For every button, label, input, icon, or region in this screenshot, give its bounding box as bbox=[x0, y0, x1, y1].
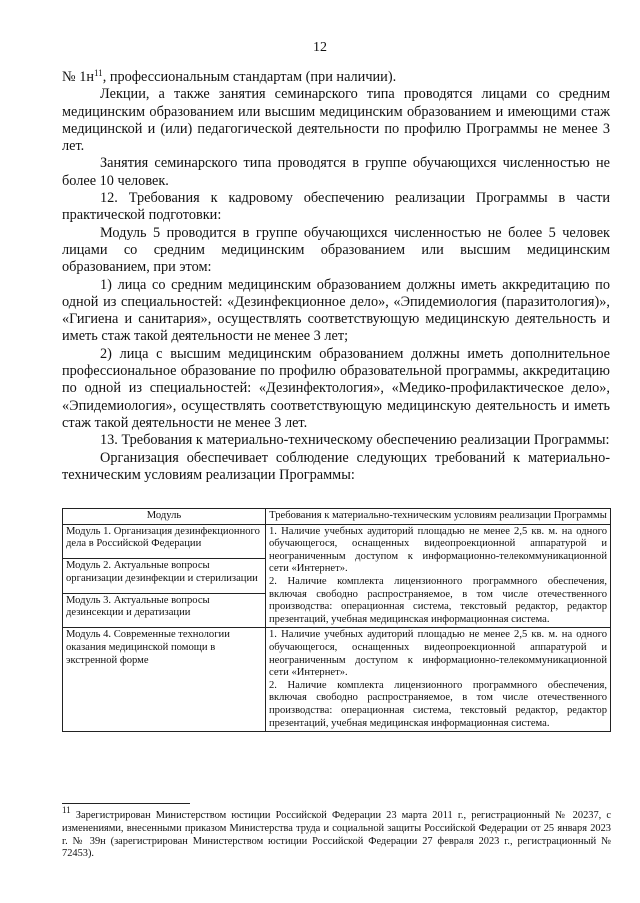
footnote-reference: 11 bbox=[94, 68, 103, 78]
requirements-cell bbox=[266, 628, 611, 732]
module-cell: Модуль 4. Современные технологии оказания медицинской помощи в экстренной форме bbox=[63, 628, 266, 732]
footnote bbox=[62, 805, 611, 861]
document-body bbox=[62, 69, 610, 484]
requirements-cell bbox=[266, 524, 611, 628]
requirement-item: 1. Наличие учебных аудиторий площадью не менее 2,5 кв. м. на одного обучающегося, оснащенных видеопроекционной аппаратурой и неограниченным доступом к информационно-телекоммуникационной сети «Интернет». bbox=[269, 525, 607, 575]
continuation-suffix: , профессиональным стандартам (при наличии). bbox=[102, 69, 397, 85]
footnote-mark: 11 bbox=[62, 805, 71, 815]
requirement-item: 2. Наличие комплекта лицензионного программного обеспечения, включая свободно распространяемое, в том числе отечественного производства: операционная система, текстовый редактор, редактор презентаций, учебная медицинская информационная система. bbox=[269, 575, 607, 625]
page-number: 12 bbox=[313, 40, 327, 55]
paragraph-item-1: 1) лица со средним медицинским образованием должны иметь аккредитацию по одной из специальностей: «Дезинфекционное дело», «Эпидемиология (паразитология)», «Гигиена и санитария», осуществлять соответствующую медицинскую деятельность и иметь стаж такой деятельности не менее 3 лет; bbox=[62, 276, 610, 345]
paragraph-seminar-size: Занятия семинарского типа проводятся в группе обучающихся численностью не более 10 человек. bbox=[62, 155, 610, 189]
paragraph-item-2: 2) лица с высшим медицинским образованием должны иметь дополнительное профессиональное образование по профилю образовательной программы, аккредитацию по одной из специальностей: «Дезинфектология», «Медико-профилактическое дело», «Эпидемиология», осуществлять соответствующую медицинскую деятельность и иметь стаж такой деятельности не менее 3 лет. bbox=[62, 345, 610, 431]
paragraph-organization: Организация обеспечивает соблюдение следующих требований к материально-техническим условиям реализации Программы: bbox=[62, 449, 610, 483]
header-module: Модуль bbox=[63, 509, 266, 525]
continuation-line bbox=[62, 69, 610, 86]
table-row bbox=[63, 524, 611, 559]
table-row bbox=[63, 628, 611, 732]
continuation-prefix: № 1н bbox=[62, 69, 95, 85]
table-header-row bbox=[63, 509, 611, 525]
paragraph-section-13: 13. Требования к материально-техническому обеспечению реализации Программы: bbox=[100, 432, 610, 449]
footnote-separator bbox=[62, 803, 190, 804]
header-requirements: Требования к материально-техническим условиям реализации Программы bbox=[266, 509, 611, 525]
module-cell: Модуль 2. Актуальные вопросы организации дезинфекции и стерилизации bbox=[63, 559, 266, 594]
paragraph-section-12: 12. Требования к кадровому обеспечению реализации Программы в части практической подготовки: bbox=[62, 190, 610, 224]
footnote-text: Зарегистрирован Министерством юстиции Российской Федерации 23 марта 2011 г., регистрационный № 20237, с изменениями, внесенными приказом Министерства труда и социальной защиты Российской Федерации от 25 января 2023 г. № 39н (зарегистрирован Министерством юстиции Российской Федерации 27 февраля 2023 г., регистрационный № 72453). bbox=[62, 810, 611, 860]
module-cell: Модуль 1. Организация дезинфекционного дела в Российской Федерации bbox=[63, 524, 266, 559]
paragraph-lecturers: Лекции, а также занятия семинарского типа проводятся лицами со средним медицинским образованием или высшим медицинским образованием и имеющими стаж медицинской и (или) педагогической деятельности по профилю Программы не менее 3 лет. bbox=[62, 86, 610, 155]
paragraph-module-5: Модуль 5 проводится в группе обучающихся численностью не более 5 человек лицами со средним медицинским образованием или высшим медицинским образованием, при этом: bbox=[62, 224, 610, 276]
module-cell: Модуль 3. Актуальные вопросы дезинсекции и дератизации bbox=[63, 593, 266, 628]
requirement-item: 2. Наличие комплекта лицензионного программного обеспечения, включая свободно распространяемое, в том числе отечественного производства: операционная система, текстовый редактор, редактор презентаций, учебная медицинская информационная система. bbox=[269, 679, 607, 729]
requirements-table bbox=[62, 508, 611, 732]
requirement-item: 1. Наличие учебных аудиторий площадью не менее 2,5 кв. м. на одного обучающегося, оснащенных видеопроекционной аппаратурой и неограниченным доступом к информационно-телекоммуникационной сети «Интернет». bbox=[269, 629, 607, 679]
